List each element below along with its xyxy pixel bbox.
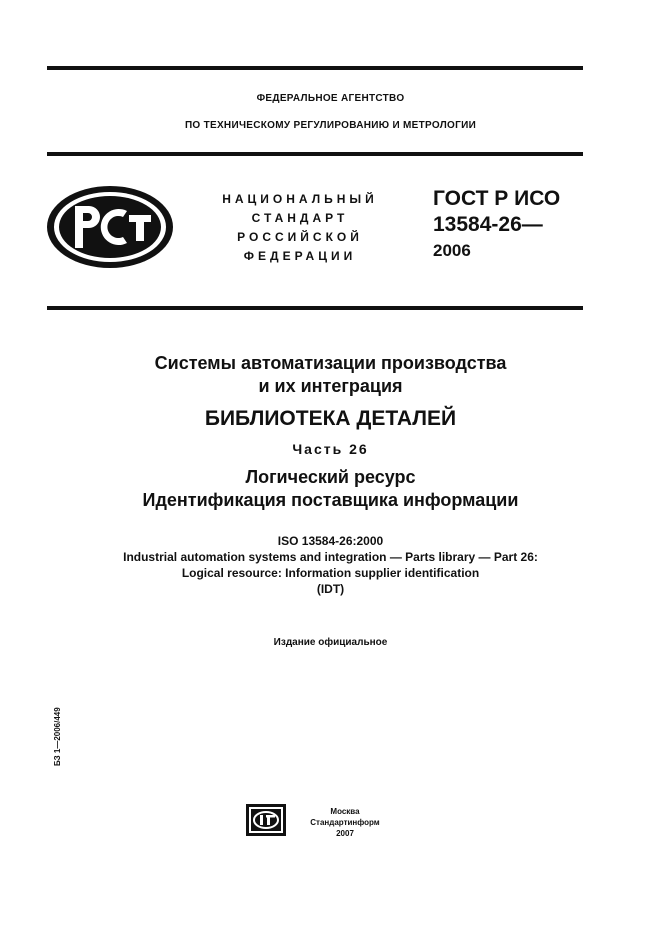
standard-kind-line-4: ФЕДЕРАЦИИ [243, 249, 357, 263]
designation-year: 2006 [433, 241, 471, 260]
iso-reference: ISO 13584-26:2000 [277, 534, 384, 548]
rst-mark-icon [45, 184, 175, 270]
standard-kind-line-1: НАЦИОНАЛЬНЫЙ [222, 192, 378, 206]
standard-kind-line-3: РОССИЙСКОЙ [237, 230, 363, 244]
agency-line-2: ПО ТЕХНИЧЕСКОМУ РЕГУЛИРОВАНИЮ И МЕТРОЛОГИИ [184, 120, 477, 131]
title-rule [47, 306, 583, 310]
side-code: БЗ 1—2006/449 [53, 707, 62, 766]
title-main: БИБЛИОТЕКА ДЕТАЛЕЙ [204, 407, 457, 430]
designation-line-2: 13584-26— [433, 213, 543, 236]
agency-line-1: ФЕДЕРАЛЬНОЕ АГЕНТСТВО [256, 93, 405, 104]
publisher-city: Москва [330, 807, 360, 816]
standard-kind-line-2: СТАНДАРТ [251, 211, 349, 225]
title-line-1: Системы автоматизации производства [154, 353, 507, 373]
iso-idt: (IDT) [316, 582, 345, 596]
standard-designation [433, 186, 560, 264]
standard-kind [205, 190, 395, 266]
publisher-name: Стандартинформ [310, 818, 380, 827]
title-line-2: и их интеграция [258, 376, 403, 396]
edition-label: Издание официальное [273, 637, 388, 648]
subtitle-line-2: Идентификация поставщика информации [142, 490, 519, 510]
designation-line-1: ГОСТ Р ИСО [433, 187, 561, 210]
title-part: Часть 26 [292, 441, 369, 457]
publisher-block [300, 806, 390, 839]
subtitle-line-1: Логический ресурс [245, 467, 416, 487]
top-rule [47, 66, 583, 70]
standartinform-logo-icon [246, 804, 286, 836]
publisher-year: 2007 [336, 829, 354, 838]
iso-title-en-2: Logical resource: Information supplier identification [181, 566, 480, 580]
header-rule [47, 152, 583, 156]
iso-title-en-1: Industrial automation systems and integration — Parts library — Part 26: [123, 550, 538, 564]
